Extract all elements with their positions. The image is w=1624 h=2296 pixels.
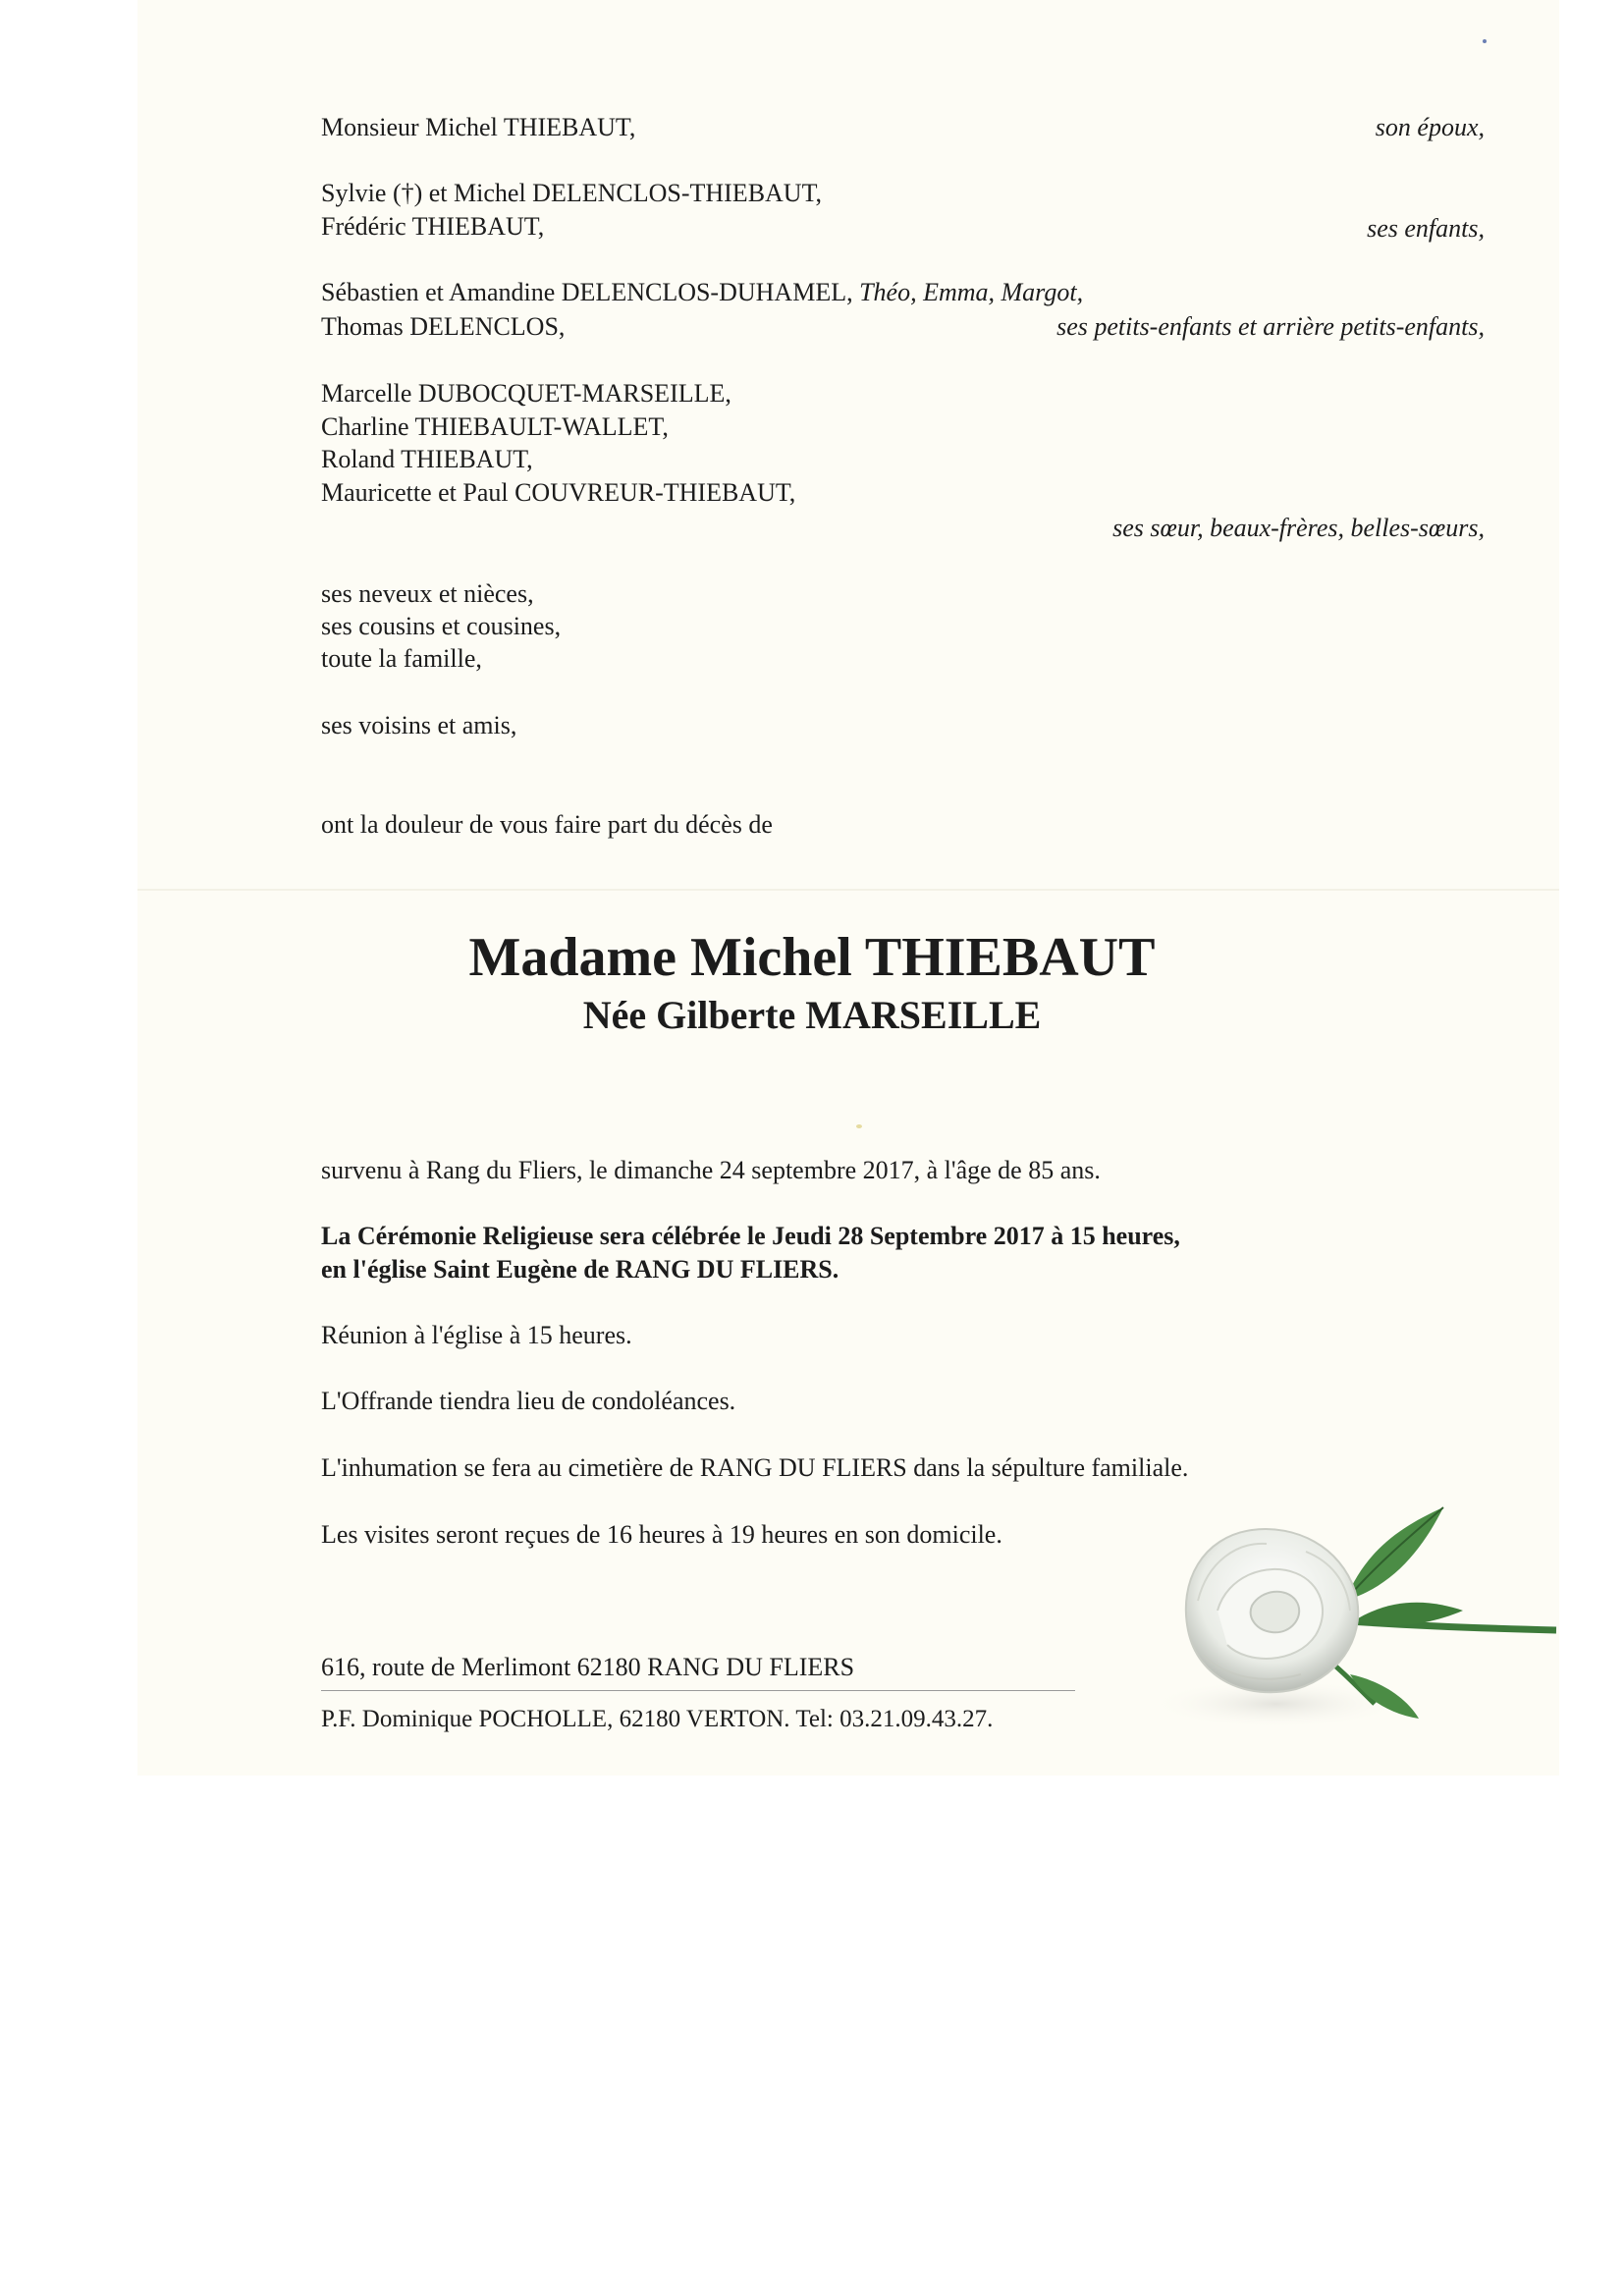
white-rose-icon <box>1159 1493 1571 1738</box>
scan-speck <box>1483 39 1487 43</box>
scan-speck <box>856 1124 862 1128</box>
child-name: Frédéric THIEBAUT, <box>321 212 545 241</box>
death-details: survenu à Rang du Fliers, le dimanche 24 septembre 2017, à l'âge de 85 ans. <box>321 1156 1101 1184</box>
grandchild-name: Thomas DELENCLOS, <box>321 312 566 341</box>
footer-divider <box>321 1690 1075 1691</box>
burial-info: L'inhumation se fera au cimetière de RANG DU FLIERS dans la sépulture familiale. <box>321 1453 1189 1482</box>
announcement-sentence: ont la douleur de vous faire part du décès de <box>321 810 773 839</box>
sibling-name: Roland THIEBAUT, <box>321 445 533 473</box>
offering-info: L'Offrande tiendra lieu de condoléances. <box>321 1387 736 1415</box>
grandchildren-role: ses petits-enfants et arrière petits-enfants, <box>1056 312 1485 341</box>
funeral-home-contact: P.F. Dominique POCHOLLE, 62180 VERTON. Tel: 03.21.09.43.27. <box>321 1706 994 1732</box>
great-grandchildren-names: Théo, Emma, Margot, <box>859 278 1084 306</box>
deceased-name: Madame Michel THIEBAUT <box>468 927 1156 988</box>
sibling-name: Charline THIEBAULT-WALLET, <box>321 412 669 441</box>
card-fold-line <box>137 889 1559 891</box>
extended-family-line: ses neveux et nièces, <box>321 579 534 608</box>
extended-family-line: toute la famille, <box>321 644 482 673</box>
spouse-name: Monsieur Michel THIEBAUT, <box>321 113 636 141</box>
spouse-role: son époux, <box>1375 113 1485 141</box>
sibling-name: Mauricette et Paul COUVREUR-THIEBAUT, <box>321 478 796 507</box>
deceased-maiden-name: Née Gilberte MARSEILLE <box>582 993 1042 1037</box>
grandchild-family-name: Sébastien et Amandine DELENCLOS-DUHAMEL, <box>321 278 853 306</box>
meeting-info: Réunion à l'église à 15 heures. <box>321 1321 632 1349</box>
child-name: Sylvie (†) et Michel DELENCLOS-THIEBAUT, <box>321 179 823 207</box>
sibling-name: Marcelle DUBOCQUET-MARSEILLE, <box>321 379 731 408</box>
visits-info: Les visites seront reçues de 16 heures à 19 heures en son domicile. <box>321 1520 1002 1549</box>
grandchildren-line-1 <box>321 278 1083 307</box>
extended-family-line: ses cousins et cousines, <box>321 612 562 640</box>
siblings-role: ses sœur, beaux-frères, belles-sœurs, <box>1112 514 1485 542</box>
home-address: 616, route de Merlimont 62180 RANG DU FLIERS <box>321 1653 855 1681</box>
children-role: ses enfants, <box>1367 214 1485 243</box>
friends-line: ses voisins et amis, <box>321 711 517 739</box>
ceremony-line-1: La Cérémonie Religieuse sera célébrée le Jeudi 28 Septembre 2017 à 15 heures, <box>321 1222 1180 1250</box>
ceremony-line-2: en l'église Saint Eugène de RANG DU FLIERS. <box>321 1255 839 1284</box>
